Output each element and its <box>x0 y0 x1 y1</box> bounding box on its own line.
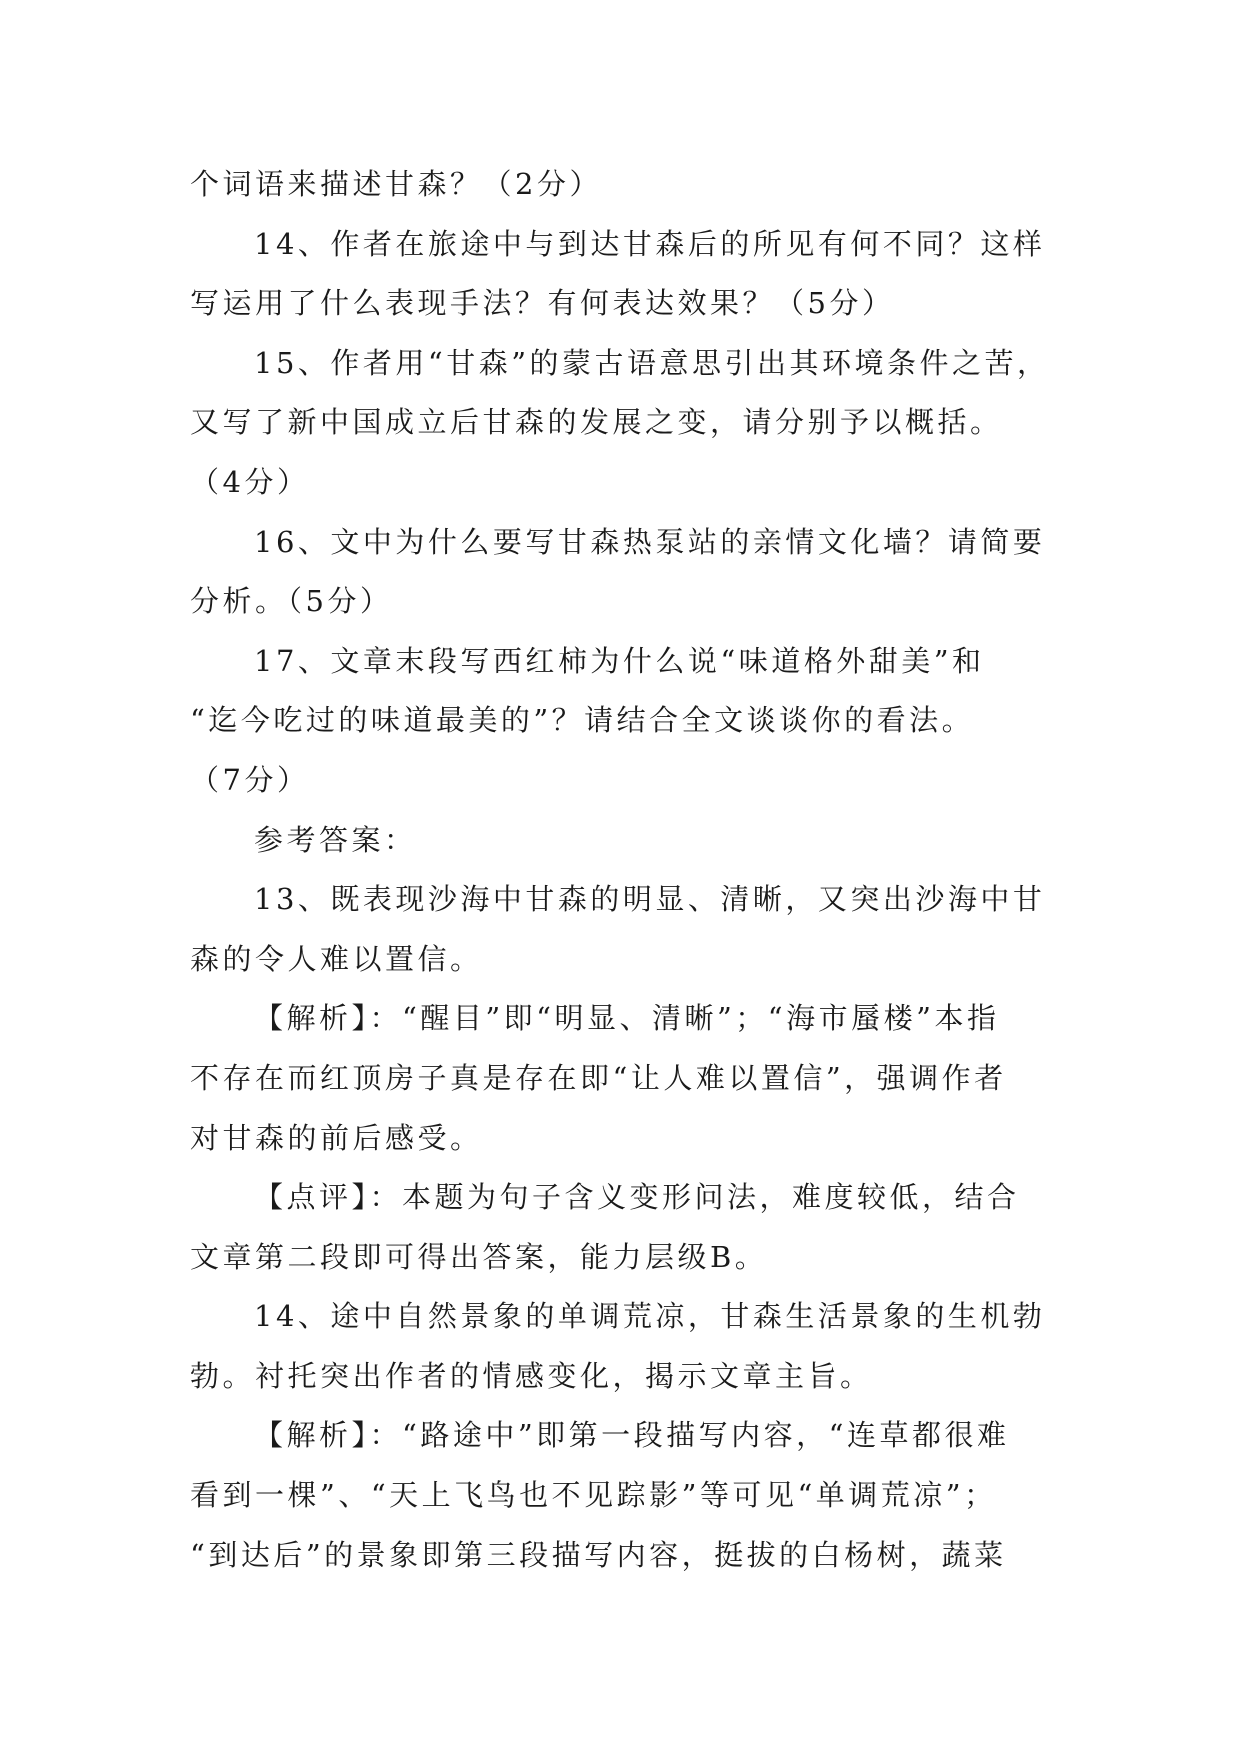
text-line-q13-tail: 个词语来描述甘森？（2分） <box>190 167 602 201</box>
text-line-a13-analysis-end: 对甘森的前后感受。 <box>190 1120 483 1155</box>
text-line-a13-comment-cont: 文章第二段即可得出答案，能力层级B。 <box>190 1239 768 1274</box>
text-line-q17-score: （7分） <box>190 762 310 797</box>
answers-heading: 参考答案： <box>254 822 417 857</box>
text-line-a13-comment: 【点评】：本题为句子含义变形问法，难度较低，结合 <box>254 1180 1020 1215</box>
text-line-a14-analysis-cont: 看到一棵”、“天上飞鸟也不见踪影”等可见“单调荒凉”； <box>190 1478 997 1513</box>
text-line-q15-score: （4分） <box>190 464 310 499</box>
text-line-q15-cont: 又写了新中国成立后甘森的发展之变，请分别予以概括。 <box>190 405 1003 440</box>
text-line-a14-analysis-cont2: “到达后”的景象即第三段描写内容，挺拔的白杨树，蔬菜 <box>190 1537 1007 1572</box>
text-line-q14: 14、作者在旅途中与到达甘森后的所见有何不同？这样 <box>254 226 1046 261</box>
text-line-a13-cont: 森的令人难以置信。 <box>190 941 483 976</box>
text-line-q17: 17、文章末段写西红柿为什么说“味道格外甜美”和 <box>254 643 985 678</box>
text-line-q15: 15、作者用“甘森”的蒙古语意思引出其环境条件之苦， <box>254 345 1050 380</box>
text-line-q16: 16、文中为什么要写甘森热泵站的亲情文化墙？请简要 <box>254 524 1046 559</box>
text-line-q16-cont: 分析。（5分） <box>190 584 393 619</box>
document-body <box>190 155 1052 1585</box>
text-line-a14: 14、途中自然景象的单调荒凉，甘森生活景象的生机勃 <box>254 1299 1046 1334</box>
text-line-a13-analysis-cont: 不存在而红顶房子真是存在即“让人难以置信”，强调作者 <box>190 1060 1007 1095</box>
text-line-a14-analysis: 【解析】：“路途中”即第一段描写内容，“连草都很难 <box>254 1418 1010 1453</box>
text-line-a14-cont: 勃。衬托突出作者的情感变化，揭示文章主旨。 <box>190 1358 873 1393</box>
text-line-q17-cont: “迄今吃过的味道最美的”？请结合全文谈谈你的看法。 <box>190 703 975 738</box>
text-line-a13: 13、既表现沙海中甘森的明显、清晰，又突出沙海中甘 <box>254 882 1046 917</box>
text-line-a13-analysis: 【解析】：“醒目”即“明显、清晰”；“海市蜃楼”本指 <box>254 1001 1000 1036</box>
text-line-q14-cont: 写运用了什么表现手法？有何表达效果？（5分） <box>190 286 895 321</box>
